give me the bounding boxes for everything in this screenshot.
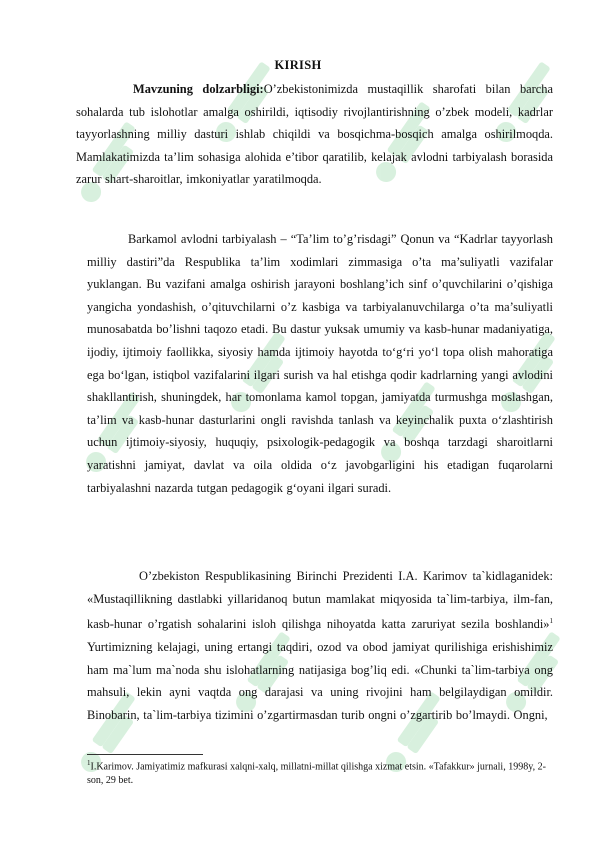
footnote (87, 757, 553, 787)
paragraph-lead: Mavzuning dolzarbligi: (133, 82, 264, 96)
paragraph-relevance (76, 78, 553, 191)
quote-continuation: Yurtimizning kelajagi, uning ertangi taqdiri, ozod va obod jamiyat qurilishiga erishishimiz ham ma`lum ma`noda shu islohatlarning natijasiga bog’liq edi. «Chunki ta`lim-tarbiya ong mahsuli, lekin ayni vaqtda ong darajasi va uning rivojini ham belgilaydigan omildir. Binobarin, ta`lim-tarbiya tizimini o’zgartirmasdan turib ongni o’zgartirib bo’lmaydi. Ongni, (87, 639, 553, 722)
quote-text: O’zbekiston Respublikasining Birinchi Prezidenti I.A. Karimov ta`kidlaganidek: «Mustaqillikning dastlabki yillaridanoq butun mamlakat miqyosida ta`lim-tarbiya, ilm-fan, kasb-hunar o’rgatish sohalarini isloh qilishga nihoyatda katta zaruriyat sezila boshlandi» (87, 569, 553, 632)
footnote-mark: 1 (87, 759, 91, 767)
footnote-ref: 1 (549, 617, 553, 626)
paragraph-education: Barkamol avlodni tarbiyalash – “Ta’lim to’g’risdagi” Qonun va “Kadrlar tayyorlash milliy dastiri”da Respublika ta’lim xodimlari zimmasiga o’ta ma’suliyatli vazifalar yuklangan. Bu vazifani amalga oshirish jarayoni boshlang’ich sinf o’quvchilarini o’qishiga yangicha yondashish, o’qituvchilarni o’z kasbiga va tarbiyalanuvchilarga o’ta ma’suliyatli munosabatda bo’lishni taqozo etadi. Bu dastur yuksak umumiy va kasb-hunar madaniyatiga, ijodiy, ijtimoiy faollikka, siyosiy hamda ijtimoiy hayotda to‘g‘ri yo‘l topa olish mahoratiga ega bo‘lgan, istiqbol vazifalarini ilgari surish va hal etishga qodir kadrlarning yangi avlodini shakllantirish, shuningdek, har tomonlama kamol topgan, jamiyatda turmushga moslashgan, ta’lim va kasb-hunar dasturlarini ongli ravishda tanlash va keyinchalik puxta o‘zlashtirish uchun ijtimoiy-siyosiy, huquqiy, psixologik-pedagogik va boshqa tarzdagi sharoitlarni yaratishni jamiyat, davlat va oila oldida o‘z javobgarligini his etadigan fuqarolarni tarbiyalashni nazarda tutgan pedagogik g‘oyani ilgari suradi. (87, 232, 553, 495)
paragraph-quote (87, 565, 553, 726)
footnote-text: I.Karimov. Jamiyatimiz mafkurasi xalqni-xalq, millatni-millat qilishga xizmat etsin. «Tafakkur» jurnali, 1998y, 2-son, 29 bet. (87, 761, 546, 786)
footnote-divider (87, 754, 203, 755)
page-title: KIRISH (274, 58, 322, 72)
paragraph-text: O’zbekistonimizda mustaqillik sharofati bilan barcha sohalarda tub islohotlar amalga oshirildi, iqtisodiy rivojlantirishning o’zbek modeli, kadrlar tayyorlashning milliy dasturi ishlab chiqildi va bosqichma-bosqich amalga oshirilmoqda. Mamlakatimizda ta’lim sohasiga alohida e’tibor qaratilib, kelajak avlodni tarbiyalash borasida zarur shart-sharoitlar, imkoniyatlar yaratilmoqda. (76, 82, 553, 187)
